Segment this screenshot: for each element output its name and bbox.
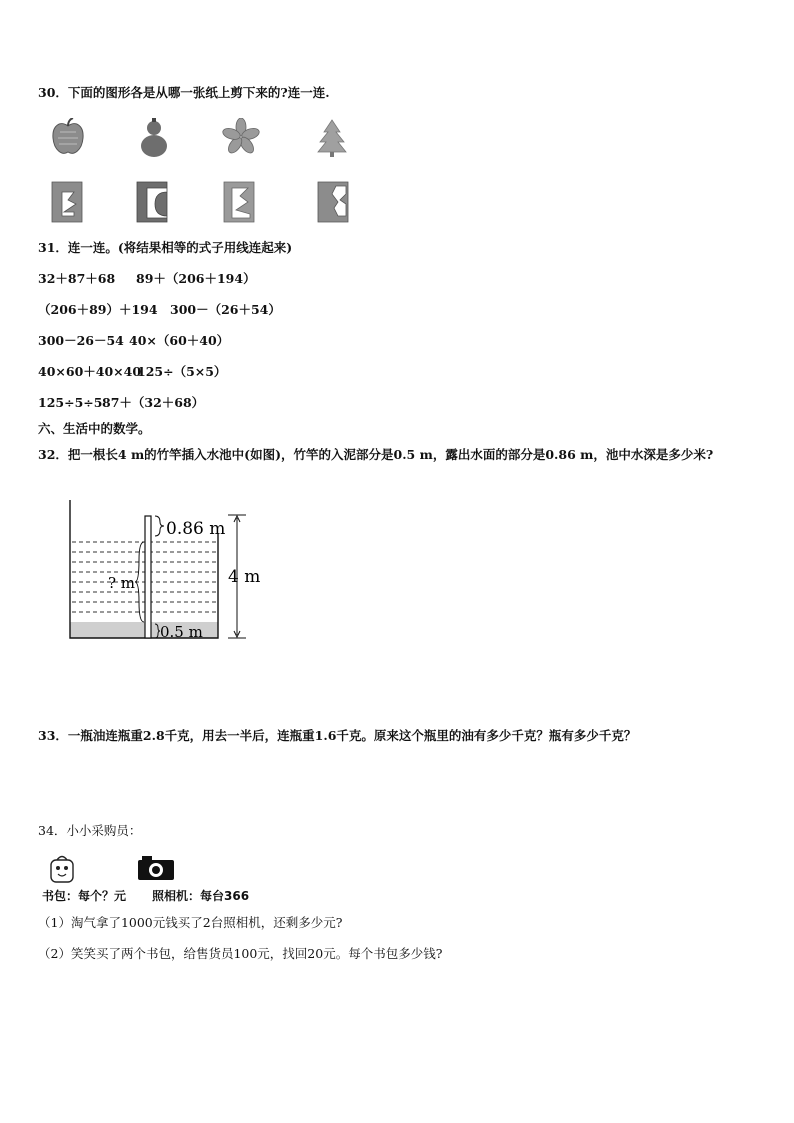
expr-right: 40×（60＋40） bbox=[129, 333, 230, 348]
brace-top bbox=[155, 516, 164, 536]
tree-icon bbox=[316, 118, 348, 158]
expr-right: 125÷（5×5） bbox=[137, 364, 227, 379]
label-above-water: 0.86 m bbox=[166, 519, 226, 539]
caption-schoolbag: 书包：每个？元 bbox=[42, 889, 127, 903]
question-34-part-2: （2）笑笑买了两个书包，给售货员100元，找回20元。每个书包多少钱? bbox=[38, 946, 443, 961]
question-30: 30．下面的图形各是从哪一张纸上剪下来的?连一连. bbox=[38, 85, 330, 100]
schoolbag-icon bbox=[48, 852, 76, 884]
expr-left: （206＋89）＋194 bbox=[38, 302, 158, 317]
expr-row-1 bbox=[38, 271, 256, 287]
question-33: 33．一瓶油连瓶重2.8千克，用去一半后，连瓶重1.6千克。原来这个瓶里的油有多少千克？瓶有多少千克？ bbox=[38, 728, 637, 743]
expr-row-4 bbox=[38, 364, 227, 380]
apple-icon bbox=[50, 118, 86, 158]
question-34-part-1: （1）淘气拿了1000元钱买了2台照相机，还剩多少元? bbox=[38, 915, 343, 930]
caption-camera: 照相机：每台366 bbox=[152, 889, 250, 903]
cut-paper-3-icon bbox=[222, 180, 256, 224]
expr-row-5 bbox=[38, 395, 205, 411]
pool-diagram bbox=[62, 498, 272, 644]
expr-left: 32＋87＋68 bbox=[38, 271, 116, 286]
expr-row-3 bbox=[38, 333, 230, 349]
expr-left: 40×60＋40×40 bbox=[38, 364, 142, 379]
expr-left: 300－26－54 bbox=[38, 333, 124, 348]
label-water-depth: ? m bbox=[108, 574, 136, 592]
expr-row-2 bbox=[38, 302, 281, 318]
camera-icon bbox=[136, 854, 176, 882]
flower-icon bbox=[222, 118, 260, 156]
expr-left: 125÷5÷5 bbox=[38, 395, 103, 410]
question-31: 31．连一连。(将结果相等的式子用线连起来) bbox=[38, 240, 293, 255]
expr-right: 87＋（32＋68） bbox=[102, 395, 205, 410]
cut-paper-1-icon bbox=[50, 180, 84, 224]
question-34: 34．小小采购员： bbox=[38, 823, 142, 838]
gourd-icon bbox=[138, 118, 170, 158]
cut-paper-2-icon bbox=[135, 180, 169, 224]
section-title: 六、生活中的数学。 bbox=[38, 421, 151, 436]
cut-paper-4-icon bbox=[316, 180, 350, 224]
expr-right: 300－（26＋54） bbox=[170, 302, 281, 317]
label-in-mud: 0.5 m bbox=[160, 623, 203, 641]
question-32: 32．把一根长4 m的竹竿插入水池中(如图)，竹竿的入泥部分是0.5 m，露出水面的部分是0.86 m，池中水深是多少米? bbox=[38, 447, 714, 462]
bamboo-pole bbox=[145, 516, 151, 638]
label-total-length: 4 m bbox=[228, 567, 261, 587]
expr-right: 89＋（206＋194） bbox=[136, 271, 256, 286]
